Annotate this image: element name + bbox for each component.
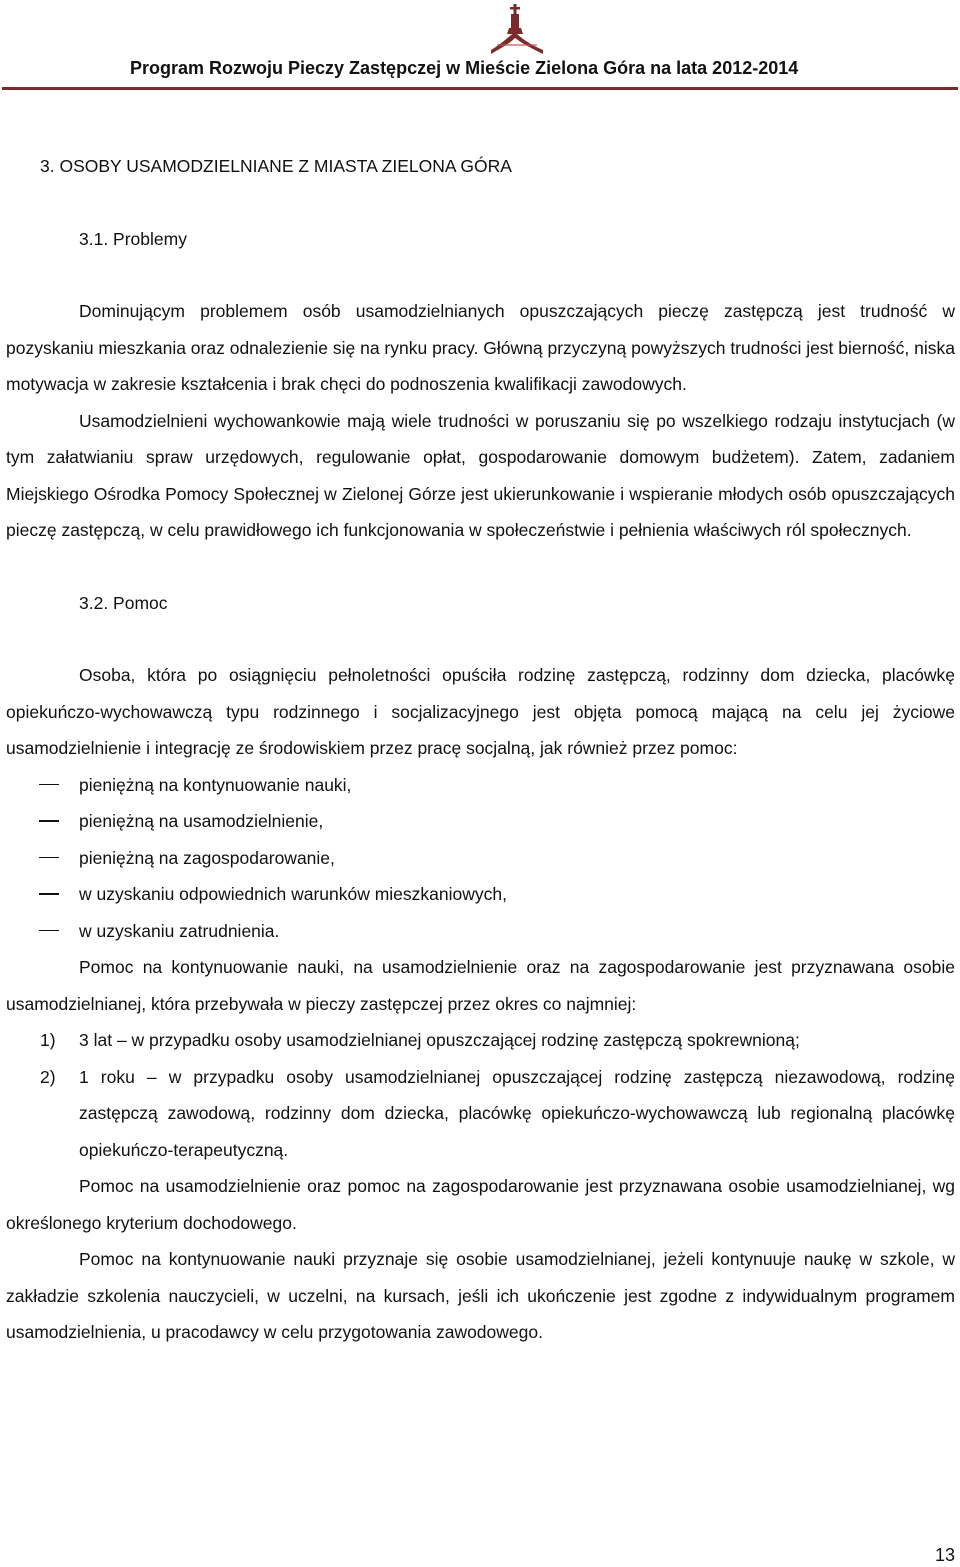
list-item: pieniężną na kontynuowanie nauki, bbox=[6, 767, 955, 804]
document-header-title: Program Rozwoju Pieczy Zastępczej w Mieście Zielona Góra na lata 2012-2014 bbox=[130, 58, 799, 78]
page-number: 13 bbox=[934, 1545, 955, 1565]
help-types-list bbox=[6, 767, 955, 950]
dash-bullet-icon bbox=[39, 820, 59, 822]
dash-bullet-icon bbox=[39, 893, 59, 895]
period-list bbox=[6, 1022, 955, 1168]
list-number: 2) bbox=[40, 1066, 56, 1087]
city-crest-logo-icon bbox=[487, 0, 547, 58]
list-item: pieniężną na usamodzielnienie, bbox=[6, 803, 955, 840]
list-item: w uzyskaniu zatrudnienia. bbox=[6, 913, 955, 950]
list-item: 2) 1 roku – w przypadku osoby usamodzielnianej opuszczającej rodzinę zastępczą niezawodową, rodzinę zastępczą zawodową, rodzinny dom dziecka, placówkę opiekuńczo-wychowawczą lub regionalną placówkę opiekuńczo-terapeutyczną. bbox=[6, 1059, 955, 1169]
subsection-heading-help: 3.2. Pomoc bbox=[79, 592, 168, 613]
paragraph: Osoba, która po osiągnięciu pełnoletności opuściła rodzinę zastępczą, rodzinny dom dziecka, placówkę opiekuńczo-wychowawczą typu rodzinnego i socjalizacyjnego jest objęta pomocą mającą na celu jej życiowe usamodzielnienie i integrację ze środowiskiem przez pracę socjalną, jak również przez pomoc: bbox=[6, 665, 955, 758]
document-body bbox=[6, 148, 955, 1351]
section-heading: 3. OSOBY USAMODZIELNIANE Z MIASTA ZIELONA GÓRA bbox=[40, 156, 512, 176]
paragraph: Pomoc na usamodzielnienie oraz pomoc na zagospodarowanie jest przyznawana osobie usamodzielnianej, wg określonego kryterium dochodowego. bbox=[6, 1176, 955, 1233]
dash-bullet-icon bbox=[39, 784, 59, 786]
dash-bullet-icon bbox=[39, 930, 59, 932]
list-item: 1) 3 lat – w przypadku osoby usamodzielnianej opuszczającej rodzinę zastępczą spokrewnioną; bbox=[6, 1022, 955, 1059]
header-divider bbox=[2, 87, 958, 90]
paragraph: Pomoc na kontynuowanie nauki przyznaje się osobie usamodzielnianej, jeżeli kontynuuje naukę w szkole, w zakładzie szkolenia nauczycieli, w uczelni, na kursach, jeśli ich ukończenie jest zgodne z indywidualnym programem usamodzielnienia, u pracodawcy w celu przygotowania zawodowego. bbox=[6, 1249, 955, 1342]
paragraph: Pomoc na kontynuowanie nauki, na usamodzielnienie oraz na zagospodarowanie jest przyznawana osobie usamodzielnianej, która przebywała w pieczy zastępczej przez okres co najmniej: bbox=[6, 957, 955, 1014]
paragraph: Usamodzielnieni wychowankowie mają wiele trudności w poruszaniu się po wszelkiego rodzaju instytucjach (w tym załatwianiu spraw urzędowych, regulowanie opłat, gospodarowanie domowym budżetem). Zatem, zadaniem Miejskiego Ośrodka Pomocy Społecznej w Zielonej Górze jest ukierunkowanie i wspieranie młodych osób opuszczających pieczę zastępczą, w celu prawidłowego ich funkcjonowania w społeczeństwie i pełnienia właściwych ról społecznych. bbox=[6, 410, 955, 540]
subsection-heading-problems: 3.1. Problemy bbox=[79, 228, 187, 249]
list-item: pieniężną na zagospodarowanie, bbox=[6, 840, 955, 877]
list-number: 1) bbox=[40, 1030, 56, 1050]
dash-bullet-icon bbox=[39, 857, 59, 859]
paragraph: Dominującym problemem osób usamodzielnianych opuszczających pieczę zastępczą jest trudność w pozyskaniu mieszkania oraz odnalezienie się na rynku pracy. Główną przyczyną powyższych trudności jest bierność, niska motywacja w zakresie kształcenia i brak chęci do podnoszenia kwalifikacji zawodowych. bbox=[6, 301, 956, 394]
list-item: w uzyskaniu odpowiednich warunków mieszkaniowych, bbox=[6, 876, 955, 913]
